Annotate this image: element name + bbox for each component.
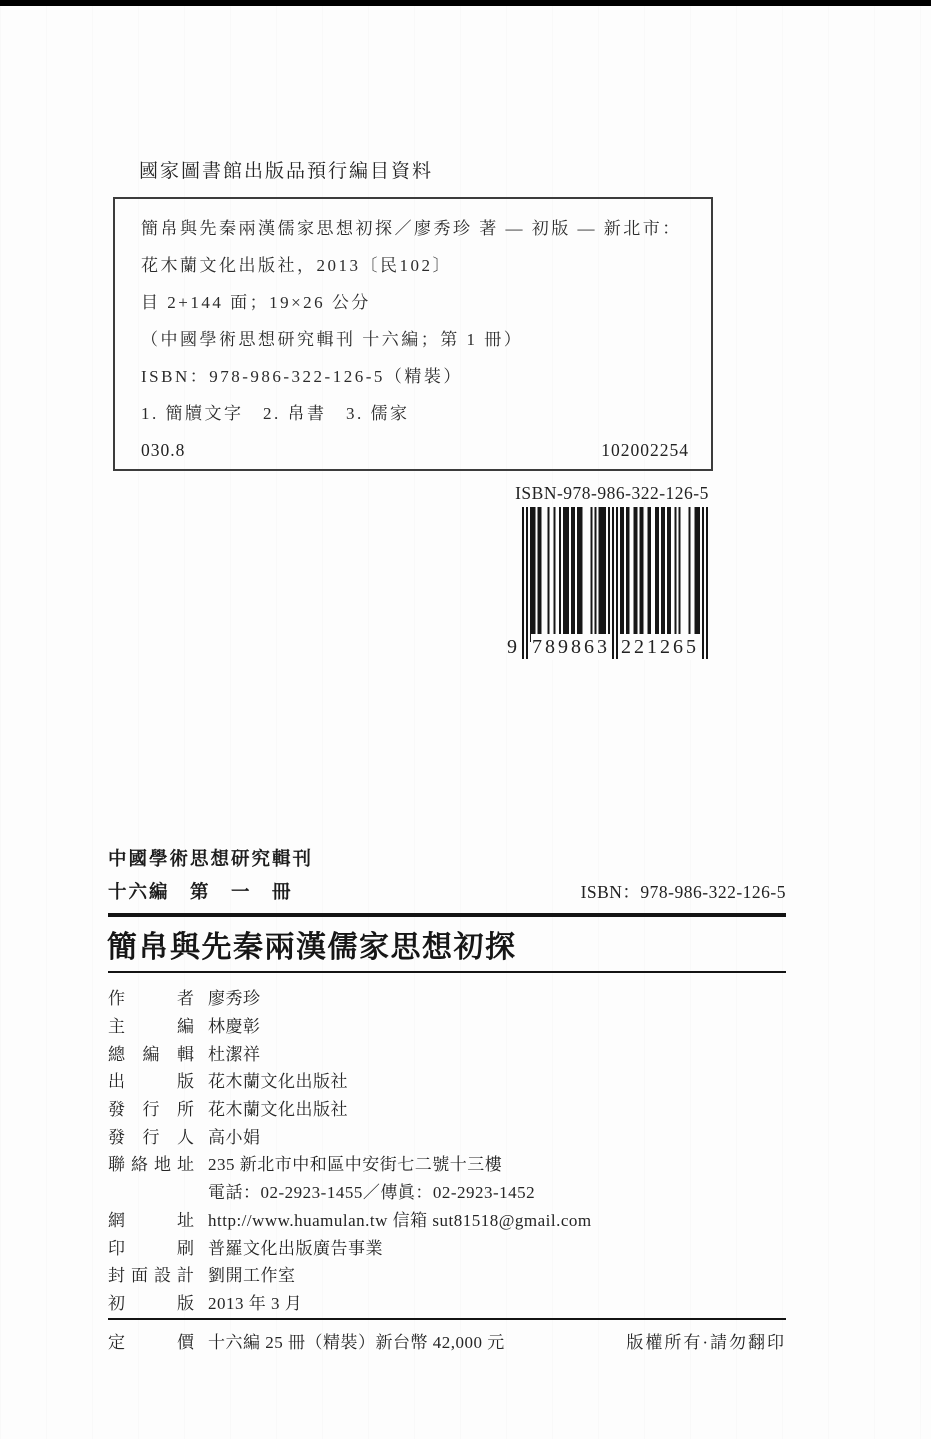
cip-data-box (113, 197, 713, 471)
row-value: 235 新北市中和區中安街七二號十三樓 (208, 1155, 503, 1175)
row-label: 聯 絡 地 址 (108, 1155, 194, 1175)
scan-edge-bar (0, 0, 931, 6)
header-isbn: ISBN：978-986-322-126-5 (580, 882, 786, 902)
divider-thin-bottom (108, 1318, 786, 1320)
row-value: 高小娟 (208, 1127, 261, 1147)
row-label: 封 面 設 計 (108, 1266, 194, 1286)
table-row (108, 1149, 786, 1177)
volume-line (108, 878, 786, 904)
cip-subjects-line: 1. 簡牘文字 2. 帛書 3. 儒家 (141, 404, 410, 423)
row-value: 杜潔祥 (208, 1044, 261, 1064)
row-label: 發 行 所 (108, 1100, 194, 1120)
row-value: 普羅文化出版廣告事業 (208, 1238, 383, 1258)
cip-class-number: 030.8 (141, 440, 186, 460)
row-label: 印 刷 (108, 1238, 194, 1258)
row-label: 網 址 (108, 1210, 194, 1230)
table-row (108, 1011, 786, 1039)
book-title: 簡帛與先秦兩漢儒家思想初探 (107, 931, 517, 964)
row-label: 總 編 輯 (108, 1044, 194, 1064)
series-title: 中國學術思想研究輯刊 (108, 848, 314, 869)
publication-info-table (108, 983, 786, 1315)
table-row (108, 1038, 786, 1066)
row-label: 主 編 (108, 1017, 194, 1037)
barcode-right-group: 221265 (621, 636, 699, 658)
row-value: 花木蘭文化出版社 (208, 1072, 348, 1092)
price-row (108, 1326, 786, 1354)
row-value: 花木蘭文化出版社 (208, 1100, 348, 1120)
row-value: 2013 年 3 月 (208, 1293, 303, 1313)
row-value: 劉開工作室 (208, 1266, 296, 1286)
barcode-left-group: 789863 (532, 636, 610, 658)
barcode-first-digit: 9 (507, 636, 520, 658)
cip-collation-line: 目 2+144 面；19×26 公分 (141, 293, 371, 312)
row-value: 林慶彰 (208, 1017, 261, 1037)
price-label: 定 價 (108, 1332, 194, 1352)
table-row (108, 1121, 786, 1149)
table-row (108, 1094, 786, 1122)
row-label: 初 版 (108, 1293, 194, 1313)
table-row (108, 1260, 786, 1288)
price-value: 十六編 25 冊（精裝）新台幣 42,000 元 (208, 1332, 505, 1352)
table-row (108, 1288, 786, 1316)
barcode-isbn-label: ISBN-978-986-322-126-5 (515, 483, 709, 503)
row-label: 作 者 (108, 989, 194, 1009)
cip-title-statement: 簡帛與先秦兩漢儒家思想初探／廖秀珍 著 — 初版 — 新北市： (141, 219, 682, 238)
table-row (108, 983, 786, 1011)
ean13-barcode (507, 507, 708, 665)
row-value: http://www.huamulan.tw 信箱 sut81518@gmail.com (208, 1210, 592, 1230)
row-value: 廖秀珍 (208, 989, 261, 1009)
cip-record-number: 102002254 (601, 440, 689, 460)
table-row (108, 1066, 786, 1094)
table-row (108, 1205, 786, 1233)
barcode-digits (507, 634, 708, 660)
volume-number: 十六編 第 一 冊 (108, 881, 293, 902)
divider-thick (108, 913, 786, 917)
cip-series-line: （中國學術思想研究輯刊 十六編；第 1 冊） (141, 330, 524, 349)
table-row (108, 1177, 786, 1205)
row-value: 電話：02-2923-1455／傳眞：02-2923-1452 (208, 1183, 536, 1203)
cip-isbn-line: ISBN：978-986-322-126-5（精裝） (141, 367, 463, 386)
copyright-notice: 版權所有·請勿翻印 (626, 1332, 786, 1352)
divider-thin-top (108, 971, 786, 973)
cip-heading: 國家圖書館出版品預行編目資料 (139, 161, 434, 182)
cip-publisher-line: 花木蘭文化出版社，2013〔民102〕 (141, 256, 452, 275)
row-label: 發 行 人 (108, 1127, 194, 1147)
row-label: 出 版 (108, 1072, 194, 1092)
table-row (108, 1232, 786, 1260)
